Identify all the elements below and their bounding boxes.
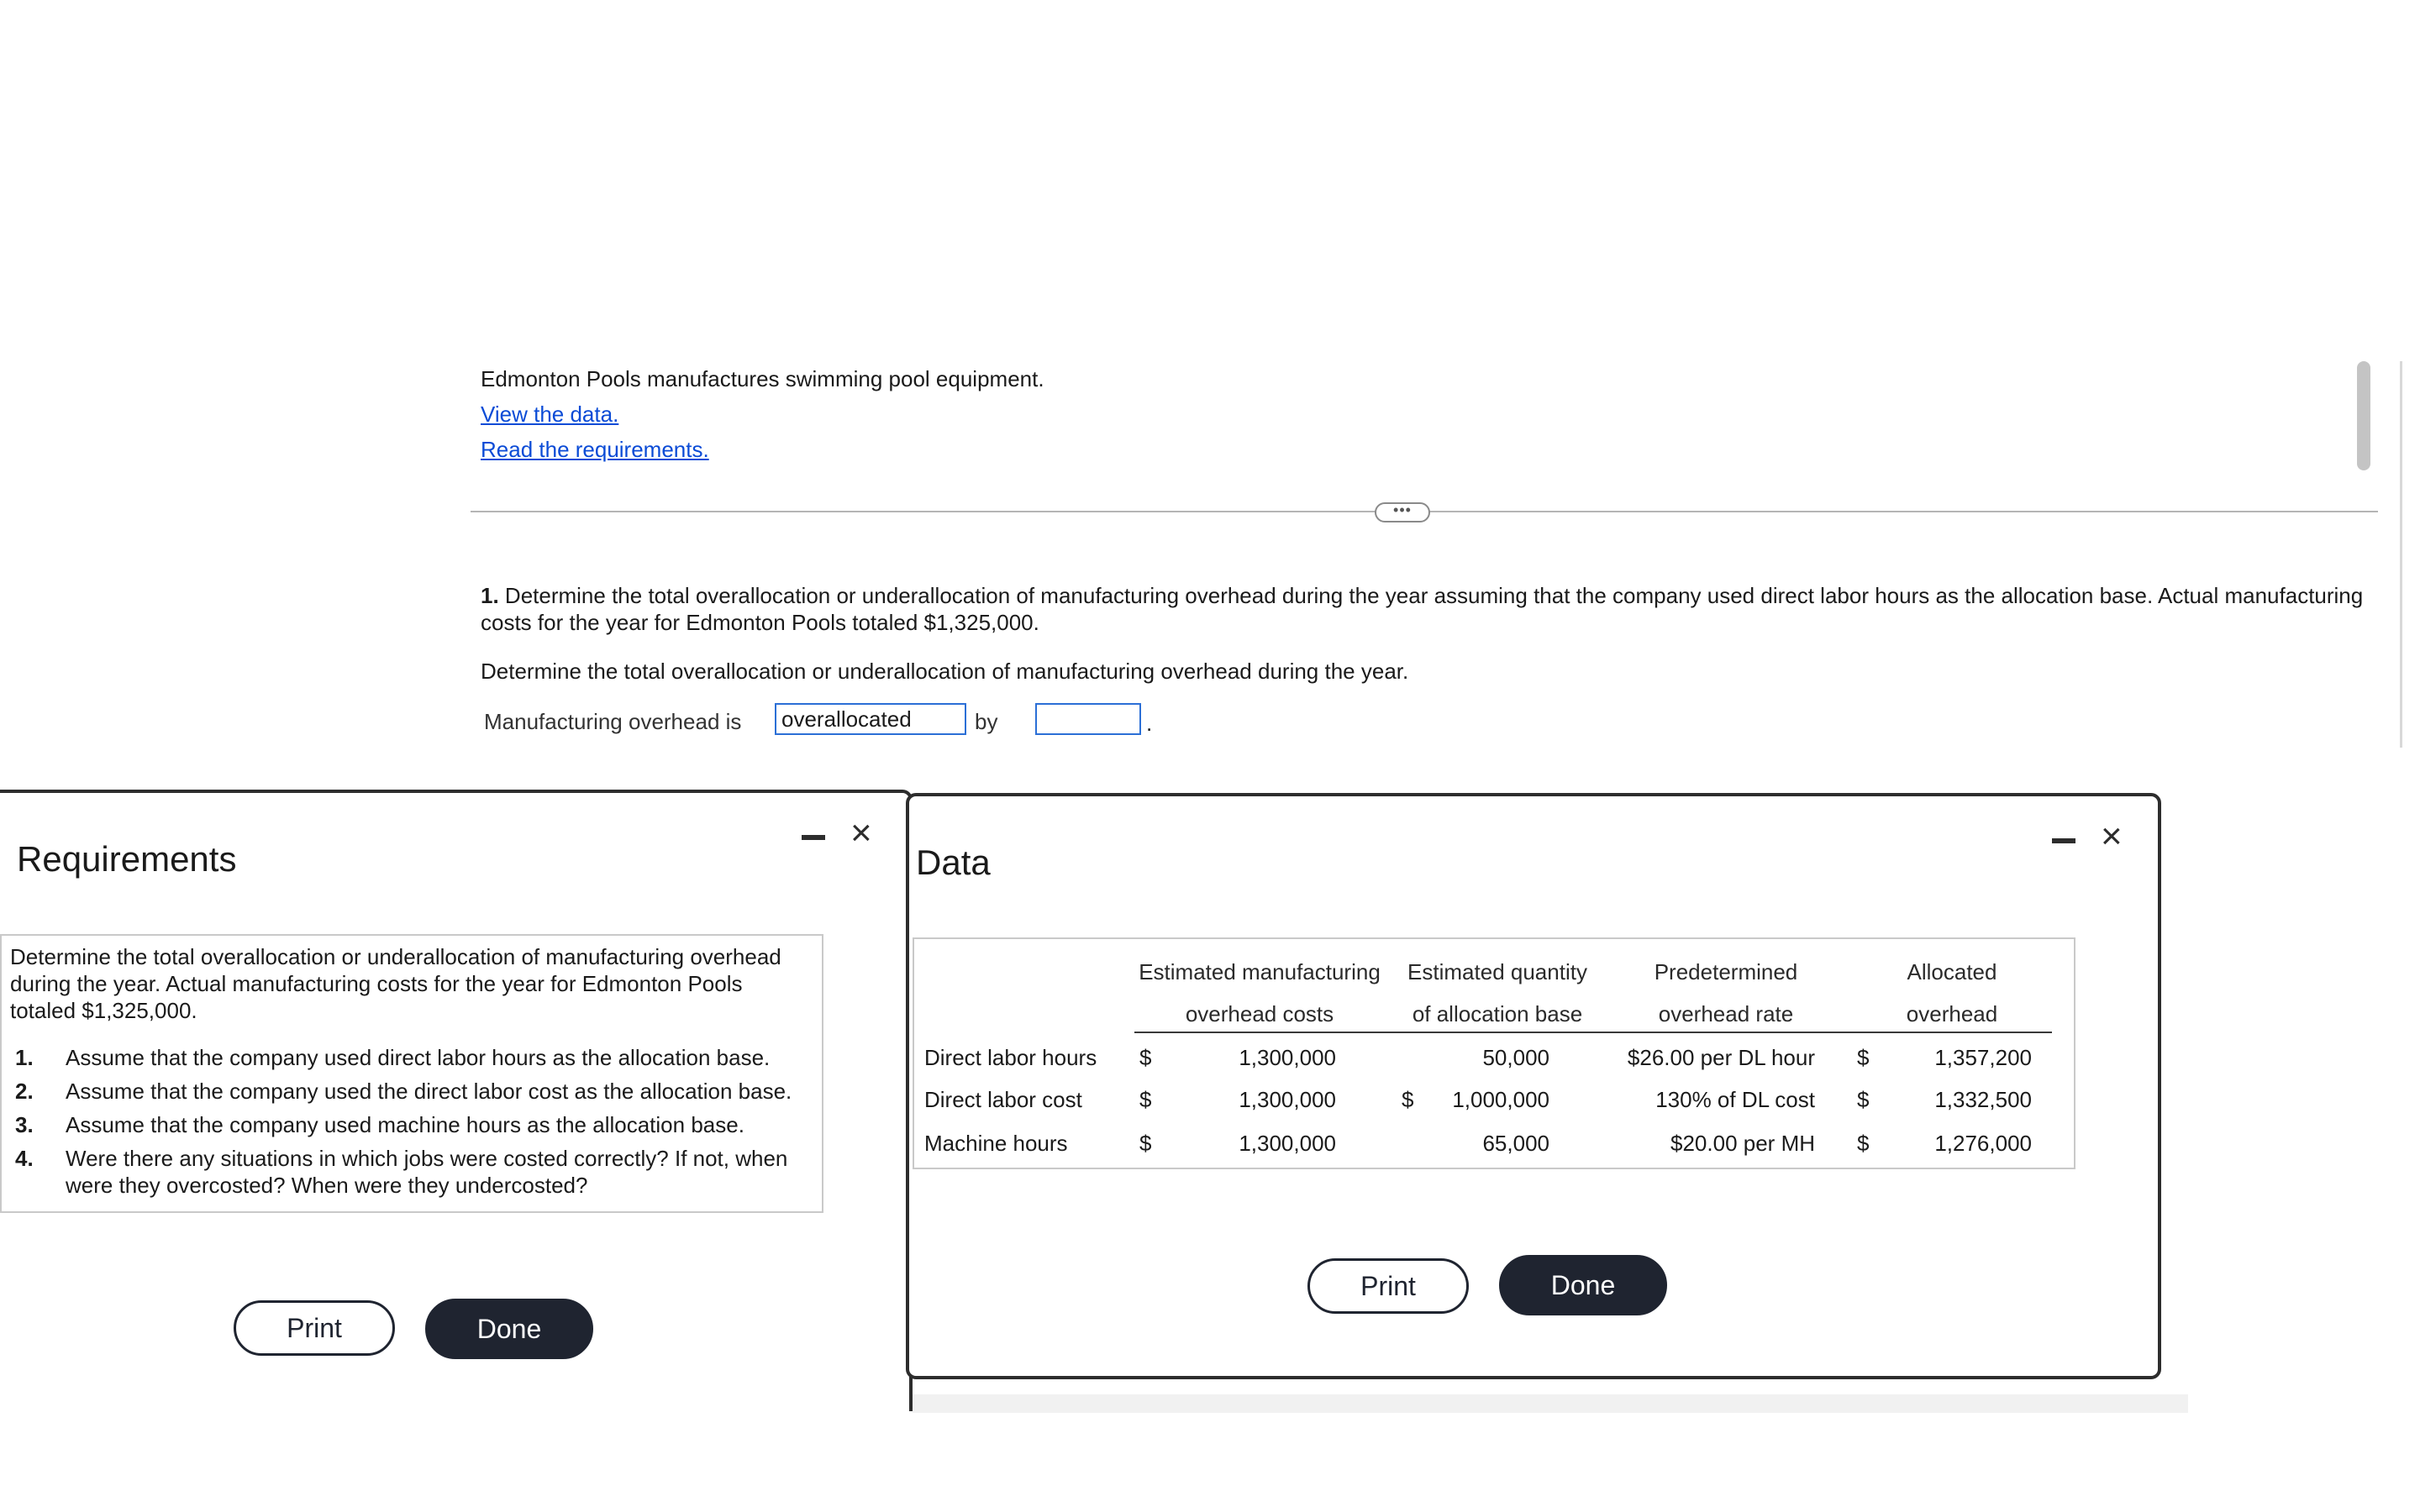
header-allocated-2: overhead (1906, 1001, 1998, 1026)
alloc-value: 1,357,200 (1934, 1045, 2032, 1070)
question-line-2: costs for the year for Edmonton Pools totaled $1,325,000. (481, 610, 1039, 635)
rate-value: 130% of DL cost (1655, 1087, 1815, 1112)
requirement-item: Assume that the company used the direct labor cost as the allocation base. (66, 1079, 792, 1104)
requirements-title: Requirements (17, 839, 237, 879)
alloc-value: 1,332,500 (1934, 1087, 2032, 1112)
rate-value: $20.00 per MH (1670, 1131, 1815, 1156)
header-allocated: Allocated (1907, 959, 1997, 984)
requirement-number: 3. (15, 1112, 34, 1137)
close-icon[interactable]: × (850, 812, 872, 853)
header-rate-2: overhead rate (1658, 1001, 1794, 1026)
question-text (481, 581, 2371, 610)
alloc-currency: $ (1857, 1045, 1870, 1070)
requirement-item: Assume that the company used direct labor hours as the allocation base. (66, 1045, 771, 1070)
qty-value: 1,000,000 (1452, 1087, 1549, 1112)
cost-currency: $ (1139, 1087, 1152, 1112)
header-underline (1134, 1032, 2052, 1033)
scrollbar-track[interactable] (2400, 361, 2402, 748)
alloc-currency: $ (1857, 1087, 1870, 1112)
row-label: Machine hours (924, 1131, 1068, 1156)
data-print-button[interactable]: Print (1307, 1258, 1469, 1314)
dropdown-selected-value: overallocated (781, 706, 912, 732)
requirements-intro-line-3: totaled $1,325,000. (10, 998, 197, 1023)
alloc-currency: $ (1857, 1131, 1870, 1156)
rate-value: $26.00 per DL hour (1627, 1045, 1815, 1070)
requirement-number: 4. (15, 1146, 34, 1171)
qty-currency: $ (1402, 1087, 1414, 1112)
requirement-item-continued: were they overcosted? When were they undercosted? (66, 1173, 588, 1198)
header-rate: Predetermined (1654, 959, 1798, 984)
by-label: by (975, 709, 998, 734)
qty-value: 65,000 (1482, 1131, 1549, 1156)
data-done-button[interactable]: Done (1499, 1255, 1667, 1315)
row-label: Direct labor cost (924, 1087, 1082, 1112)
cost-value: 1,300,000 (1239, 1087, 1336, 1112)
cost-value: 1,300,000 (1239, 1131, 1336, 1156)
row-label: Direct labor hours (924, 1045, 1097, 1070)
requirement-number: 2. (15, 1079, 34, 1104)
qty-value: 50,000 (1482, 1045, 1549, 1070)
close-icon[interactable]: × (2101, 816, 2123, 857)
header-est-mfg-2: overhead costs (1185, 1001, 1334, 1026)
cost-value: 1,300,000 (1239, 1045, 1336, 1070)
view-data-link[interactable]: View the data. (481, 402, 619, 427)
requirement-item: Were there any situations in which jobs were costed correctly? If not, when (66, 1146, 788, 1171)
expand-divider-button[interactable] (1375, 502, 1430, 522)
question-number: 1. (481, 583, 499, 608)
period-mark: . (1146, 711, 1153, 736)
requirement-item: Assume that the company used machine hours as the allocation base. (66, 1112, 744, 1137)
header-est-qty-2: of allocation base (1412, 1001, 1583, 1026)
requirements-intro-line-2: during the year. Actual manufacturing costs for the year for Edmonton Pools (10, 971, 743, 996)
intro-text: Edmonton Pools manufactures swimming pool equipment. (481, 366, 1044, 391)
amount-input[interactable] (1035, 703, 1141, 735)
answer-label: Manufacturing overhead is (484, 709, 742, 734)
requirements-done-button[interactable]: Done (425, 1299, 593, 1359)
minimize-icon[interactable] (802, 835, 825, 840)
requirement-number: 1. (15, 1045, 34, 1070)
sub-prompt: Determine the total overallocation or underallocation of manufacturing overhead during the year. (481, 659, 1409, 684)
data-title: Data (916, 843, 991, 882)
requirements-intro-line-1: Determine the total overallocation or underallocation of manufacturing overhead (10, 944, 781, 969)
cost-currency: $ (1139, 1131, 1152, 1156)
question-line-1: Determine the total overallocation or underallocation of manufacturing overhead during the year assuming that the company used direct labor hours as the allocation base. Actual manufacturing (504, 583, 2364, 608)
alloc-value: 1,276,000 (1934, 1131, 2032, 1156)
dialog-shadow-strip (913, 1394, 2188, 1413)
minimize-icon[interactable] (2052, 838, 2075, 843)
requirements-print-button[interactable]: Print (234, 1300, 395, 1356)
header-est-qty: Estimated quantity (1407, 959, 1587, 984)
scrollbar-thumb[interactable] (2357, 361, 2370, 470)
allocation-dropdown[interactable] (775, 703, 966, 735)
more-dots-icon: ••• (1393, 501, 1412, 518)
header-est-mfg: Estimated manufacturing (1139, 959, 1381, 984)
read-requirements-link[interactable]: Read the requirements. (481, 437, 709, 462)
cost-currency: $ (1139, 1045, 1152, 1070)
